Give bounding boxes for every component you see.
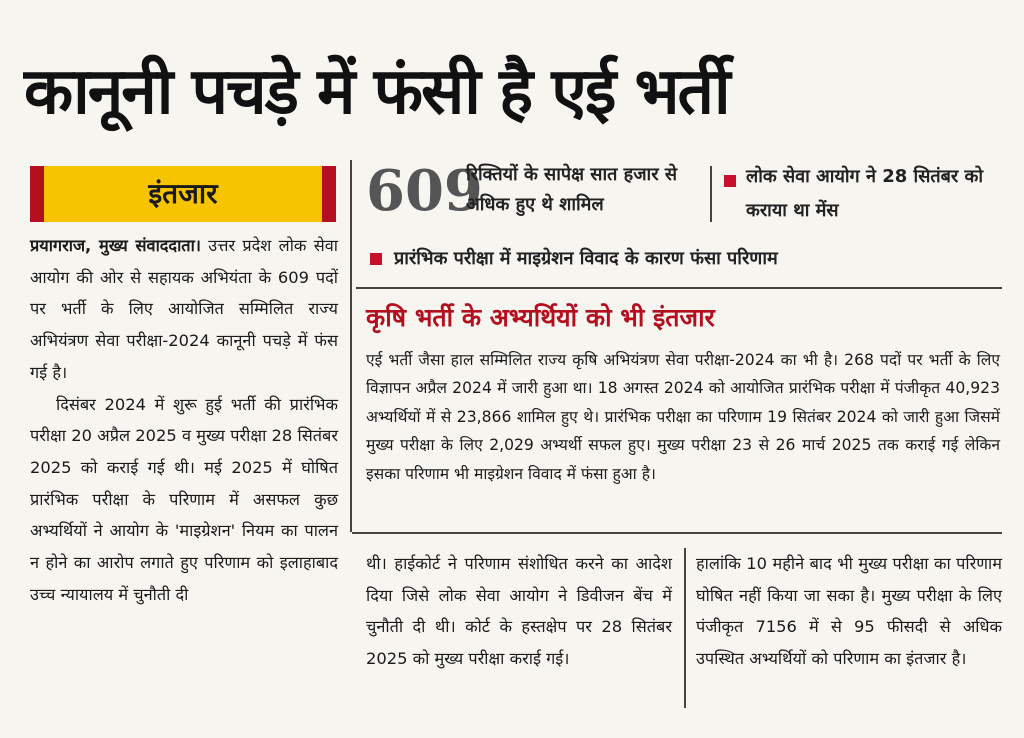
dateline: प्रयागराज, मुख्य संवाददाता।	[30, 236, 201, 255]
kicker-label: इंतजार	[44, 166, 322, 222]
highlight-divider	[710, 166, 712, 222]
column-2	[366, 548, 672, 675]
number-caption: रिक्तियों के सापेक्ष सात हजार से अधिक हुए थे शामिल	[466, 164, 678, 215]
headline: कानूनी पचड़े में फंसी है एई भर्ती	[24, 55, 729, 129]
sub-story-body	[366, 346, 1000, 488]
column-3	[696, 548, 1002, 675]
column-1	[30, 230, 338, 610]
big-number: 609	[366, 158, 483, 224]
sub-headline: कृषि भर्ती के अभ्यर्थियों को भी इंतजार	[366, 303, 715, 332]
section-divider	[356, 287, 1002, 289]
kicker-band	[30, 166, 336, 222]
bullet-square-icon	[370, 253, 382, 265]
section-divider	[352, 532, 1002, 534]
bullet-square-icon	[724, 175, 736, 187]
highlight-bullet-1: लोक सेवा आयोग ने 28 सितंबर को कराया था मेंस	[746, 166, 984, 221]
highlight-bullet-2: प्रारंभिक परीक्षा में माइग्रेशन विवाद के कारण फंसा परिणाम	[394, 248, 778, 269]
column-2-text: थी। हाईकोर्ट ने परिणाम संशोधित करने का आदेश दिया जिसे लोक सेवा आयोग ने डिवीजन बेंच में चुनौती दी थी। कोर्ट के हस्तक्षेप पर 28 सितंबर 2025 को मुख्य परीक्षा कराई गई।	[366, 554, 672, 669]
column-divider	[350, 160, 352, 532]
column-3-text: हालांकि 10 महीने बाद भी मुख्य परीक्षा का परिणाम घोषित नहीं किया जा सका है। मुख्य परीक्षा के लिए पंजीकृत 7156 में से 95 फीसदी से अधिक उपस्थित अभ्यर्थियों को परिणाम का इंतजार है।	[696, 554, 1002, 669]
column-1-para-2: दिसंबर 2024 में शुरू हुई भर्ती की प्रारंभिक परीक्षा 20 अप्रैल 2025 व मुख्य परीक्षा 28 सितंबर 2025 को कराई गई थी। मई 2025 में घोषित प्रारंभिक परीक्षा के परिणाम में असफल कुछ अभ्यर्थियों ने आयोग के 'माइग्रेशन' नियम का पालन न होने का आरोप लगाते हुए परिणाम को इलाहाबाद उच्च न्यायालय में चुनौती दी	[30, 394, 338, 604]
column-divider	[684, 548, 686, 708]
column-1-para-1: उत्तर प्रदेश लोक सेवा आयोग की ओर से सहायक अभियंता के 609 पदों पर भर्ती के लिए आयोजित सम्मिलित राज्य अभियंत्रण सेवा परीक्षा-2024 कानूनी पचड़े में फंस गई है।	[30, 236, 338, 382]
sub-story-text: एई भर्ती जैसा हाल सम्मिलित राज्य कृषि अभियंत्रण सेवा परीक्षा-2024 का भी है। 268 पदों पर भर्ती के लिए विज्ञापन अप्रैल 2024 में जारी हुआ था। 18 अगस्त 2024 को आयोजित प्रारंभिक परीक्षा में पंजीकृत 40,923 अभ्यर्थियों में से 23,866 शामिल हुए थे। प्रारंभिक परीक्षा का परिणाम 19 सितंबर 2024 को जारी हुआ जिसमें मुख्य परीक्षा के लिए 2,029 अभ्यर्थी सफल हुए। मुख्य परीक्षा 23 से 26 मार्च 2025 तक कराई गई लेकिन इसका परिणाम भी माइग्रेशन विवाद में फंसा हुआ है।	[366, 351, 1000, 483]
